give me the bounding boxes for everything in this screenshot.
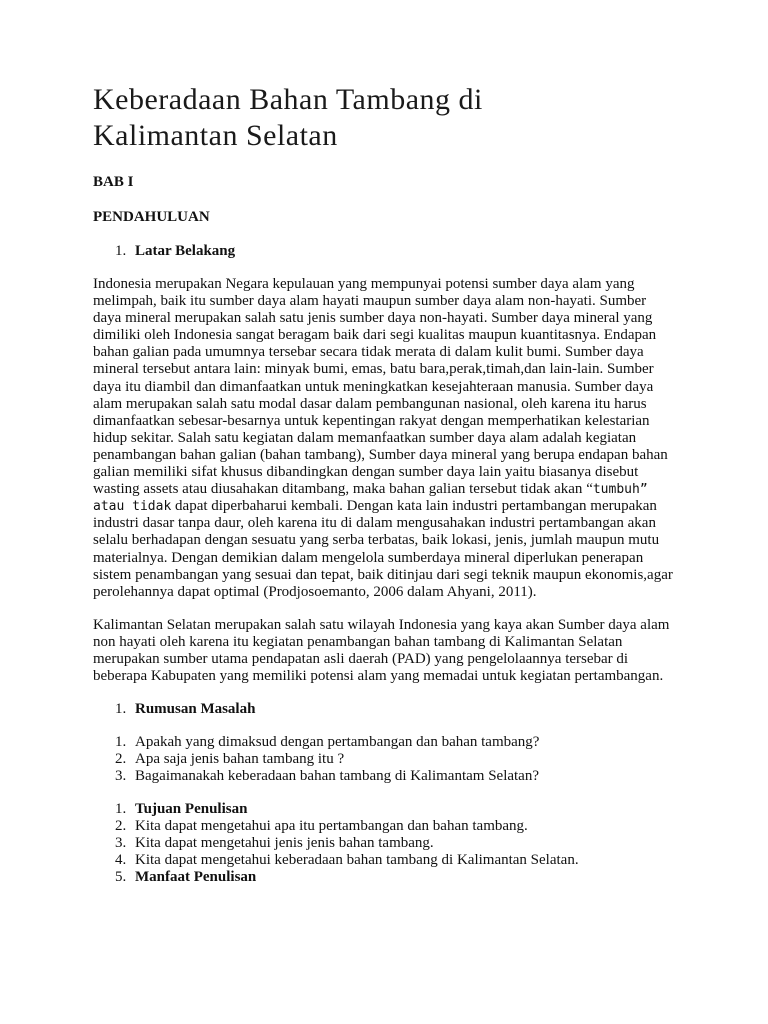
chapter-title: PENDAHULUAN — [93, 209, 210, 225]
list-item — [93, 801, 683, 818]
section-number: 1. — [115, 701, 127, 718]
list-number: 5. — [115, 869, 127, 886]
section-heading-rumusan — [93, 701, 683, 718]
section-heading-latar-belakang — [93, 243, 683, 260]
list-number: 2. — [115, 818, 127, 835]
list-text: Apa saja jenis bahan tambang itu ? — [135, 751, 345, 768]
section-number: 1. — [115, 243, 127, 259]
list-item — [93, 734, 683, 751]
mono-phrase: tumbuh” atau tidak — [93, 482, 648, 515]
list-text: Bagaimanakah keberadaan bahan tambang di Kalimantam Selatan? — [135, 768, 539, 785]
quote-mark: “ — [586, 481, 593, 498]
list-text: Manfaat Penulisan — [135, 869, 257, 886]
paragraph-text-part2: dapat diperbaharui kembali. Dengan kata lain industri pertambangan merupakan industri dasar tanpa daur, oleh karena itu di dalam mengusahakan industri pertambangan akan selalu berhadapan dengan sesuatu yang serba terbatas, baik lokasi, jenis, jumlah maupun mutu materialnya. Dengan demikian dalam mengelola sumberdaya mineral diperlukan penerapan sistem penambangan yang sesuai dan tepat, baik ditinjau dari segi teknik maupun ekonomis,agar perolehannya dapat optimal (Prodjosoemanto, 2006 dalam Ahyani, 2011). — [93, 498, 673, 600]
section-label: Rumusan Masalah — [135, 701, 256, 718]
list-item — [93, 768, 683, 785]
document-page — [93, 82, 683, 886]
list-item — [93, 869, 683, 886]
list-text: Kita dapat mengetahui keberadaan bahan tambang di Kalimantan Selatan. — [135, 852, 579, 869]
chapter-label: BAB I — [93, 174, 134, 190]
list-number: 3. — [115, 768, 127, 785]
paragraph-latar-belakang — [93, 276, 673, 601]
list-number: 2. — [115, 751, 127, 768]
title-line-1: Keberadaan Bahan Tambang di — [93, 83, 483, 116]
document-title — [93, 82, 683, 154]
list-text: Kita dapat mengetahui apa itu pertambangan dan bahan tambang. — [135, 818, 528, 835]
list-item — [93, 751, 683, 768]
list-item — [93, 818, 683, 835]
list-number: 3. — [115, 835, 127, 852]
tujuan-list — [93, 801, 683, 886]
paragraph-kalimantan: Kalimantan Selatan merupakan salah satu wilayah Indonesia yang kaya akan Sumber daya alam non hayati oleh karena itu kegiatan penambangan bahan tambang di Kalimantan Selatan merupakan sumber utama pendapatan asli daerah (PAD) yang pengelolaannya tersebar di beberapa Kabupaten yang memiliki potensi alam yang memadai untuk kegiatan pertambangan. — [93, 616, 670, 685]
list-item — [93, 852, 683, 869]
rumusan-list — [93, 734, 683, 785]
paragraph-text-part1: Indonesia merupakan Negara kepulauan yang mempunyai potensi sumber daya alam yang melimpah, baik itu sumber daya alam hayati maupun sumber daya alam non-hayati. Sumber daya mineral merupakan salah satu jenis sumber daya non-hayati. Sumber daya mineral yang dimiliki oleh Indonesia sangat beragam baik dari segi kualitas maupun kuantitasnya. Endapan bahan galian pada umumnya tersebar secara tidak merata di dalam kulit bumi. Sumber daya mineral tersebut antara lain: minyak bumi, emas, batu bara,perak,timah,dan lain-lain. Sumber daya itu diambil dan dimanfaatkan untuk meningkatkan kesejahteraan manusia. Sumber daya alam merupakan salah satu modal dasar dalam pembangunan nasional, oleh karena itu harus dimanfaatkan sebesar-besarnya untuk kepentingan rakyat dengan memperhatikan kelestarian hidup sekitar. Salah satu kegiatan dalam memanfaatkan sumber daya alam adalah kegiatan penambangan bahan galian (bahan tambang), Sumber daya mineral yang berupa endapan bahan galian memiliki sifat khusus dibandingkan dengan sumber daya lain yaitu biasanya disebut wasting assets atau diusahakan ditambang, maka bahan galian tersebut tidak akan — [93, 276, 668, 498]
list-number: 4. — [115, 852, 127, 869]
title-line-2: Kalimantan Selatan — [93, 119, 338, 152]
list-text: Apakah yang dimaksud dengan pertambangan dan bahan tambang? — [135, 734, 540, 751]
list-number: 1. — [115, 734, 127, 751]
section-label: Latar Belakang — [135, 243, 236, 259]
list-item — [93, 835, 683, 852]
list-text: Tujuan Penulisan — [135, 801, 248, 818]
list-text: Kita dapat mengetahui jenis jenis bahan tambang. — [135, 835, 434, 852]
list-number: 1. — [115, 801, 127, 818]
